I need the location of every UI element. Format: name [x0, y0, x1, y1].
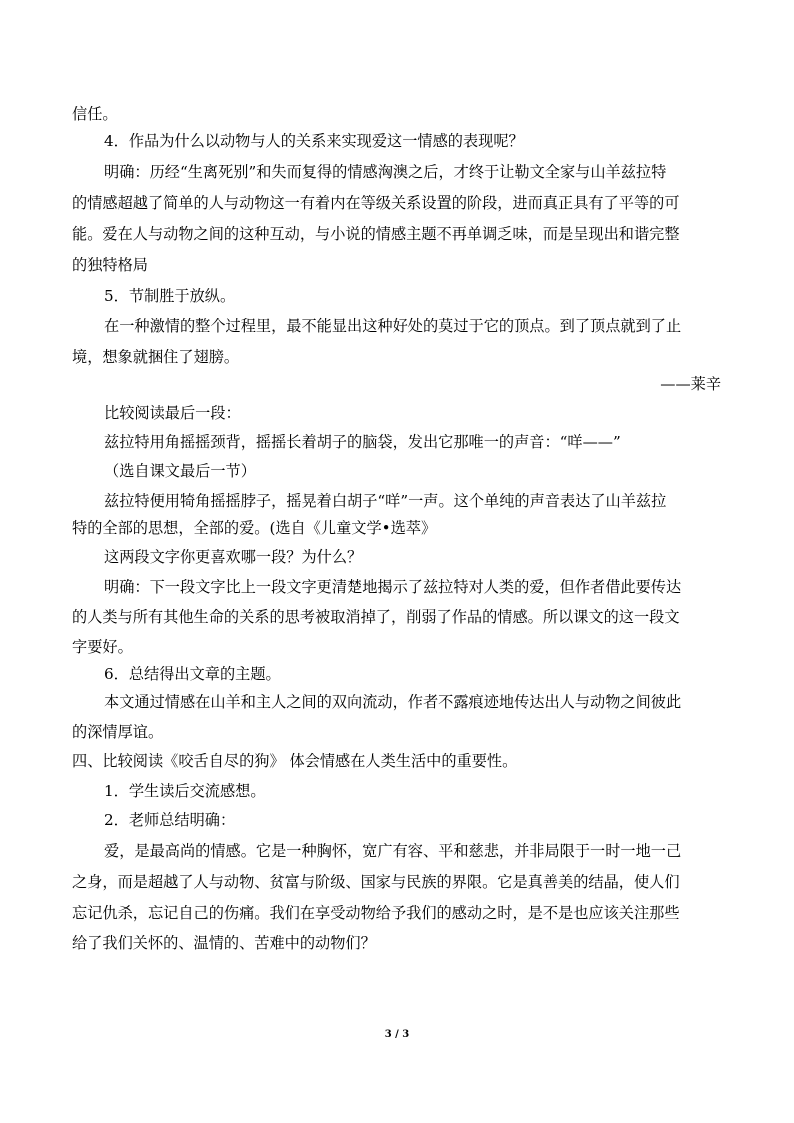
text-line: 之身，而是超越了人与动物、贫富与阶级、国家与民族的界限。它是真善美的结晶，使人们 — [72, 873, 680, 891]
text-line: 的深情厚谊。 — [72, 723, 164, 741]
quote-line: 境，想象就捆住了翅膀。 — [72, 348, 240, 366]
text-line: 的人类与所有其他生命的关系的思考被取消掉了，削弱了作品的情感。所以课文的这一段文 — [72, 608, 680, 626]
text-line: 信任。 — [72, 105, 118, 123]
text-line: 能。爱在人与动物之间的这种互动，与小说的情感主题不再单调乏味，而是呈现出和谐完整 — [72, 225, 680, 243]
text-line: 比较阅读最后一段： — [104, 404, 241, 422]
text-line: 明确：历经“生离死别”和失而复得的情感洶澳之后，才终于让勒文全家与山羊兹拉特 — [104, 163, 667, 181]
page-number: 3 / 3 — [384, 1029, 410, 1040]
text-line: 字要好。 — [72, 638, 133, 656]
text-line: 兹拉特用角摇摇颈背，摇摇长着胡子的脑袋，发出它那唯一的声音：“咩——” — [104, 433, 621, 451]
text-line: 爱，是最高尚的情感。它是一种胸怀，宽广有容、平和慈悲，并非局限于一时一地一己 — [104, 842, 682, 860]
text-line: 2．老师总结明确： — [104, 811, 236, 829]
text-line: 明确：下一段文字比上一段文字更清楚地揭示了兹拉特对人类的爱，但作者借此要传达 — [104, 578, 682, 596]
section-heading: 四、比较阅读《咬舌自尽的狗》 体会情感在人类生活中的重要性。 — [72, 752, 518, 770]
source-note: （选自课文最后一节） — [104, 462, 256, 480]
text-line: 兹拉特便用犄角摇摇脖子，摇晃着白胡子“咩”一声。这个单纯的声音表达了山羊兹拉 — [104, 492, 667, 510]
text-line: 给了我们关怀的、温情的、苦难中的动物们？ — [72, 934, 376, 952]
question-4: 4．作品为什么以动物与人的关系来实现爱这一情感的表现呢？ — [104, 132, 524, 150]
quote-line: 在一种激情的整个过程里，最不能显出这种好处的莫过于它的顶点。到了顶点就到了止 — [104, 317, 682, 335]
text-line: 1．学生读后交流感想。 — [104, 782, 266, 800]
item-5: 5．节制胜于放纵。 — [104, 287, 236, 305]
text-line: 本文通过情感在山羊和主人之间的双向流动，作者不露痕迹地传达出人与动物之间彼此 — [104, 693, 682, 711]
quote-attribution: ——莱辛 — [660, 375, 721, 393]
text-line: 这两段文字你更喜欢哪一段？为什么？ — [104, 548, 363, 566]
text-line: 忘记仇杀，忘记自己的伤痛。我们在享受动物给予我们的感动之时，是不是也应该关注那些 — [72, 904, 680, 922]
text-line: 的独特格局 — [72, 256, 148, 274]
text-line: 特的全部的思想，全部的爱。(选自《儿童文学•选萃》 — [72, 519, 437, 537]
text-line: 的情感超越了简单的人与动物这一有着内在等级关系设置的阶段，进而真正具有了平等的可 — [72, 194, 680, 212]
item-6: 6．总结得出文章的主题。 — [104, 665, 281, 683]
